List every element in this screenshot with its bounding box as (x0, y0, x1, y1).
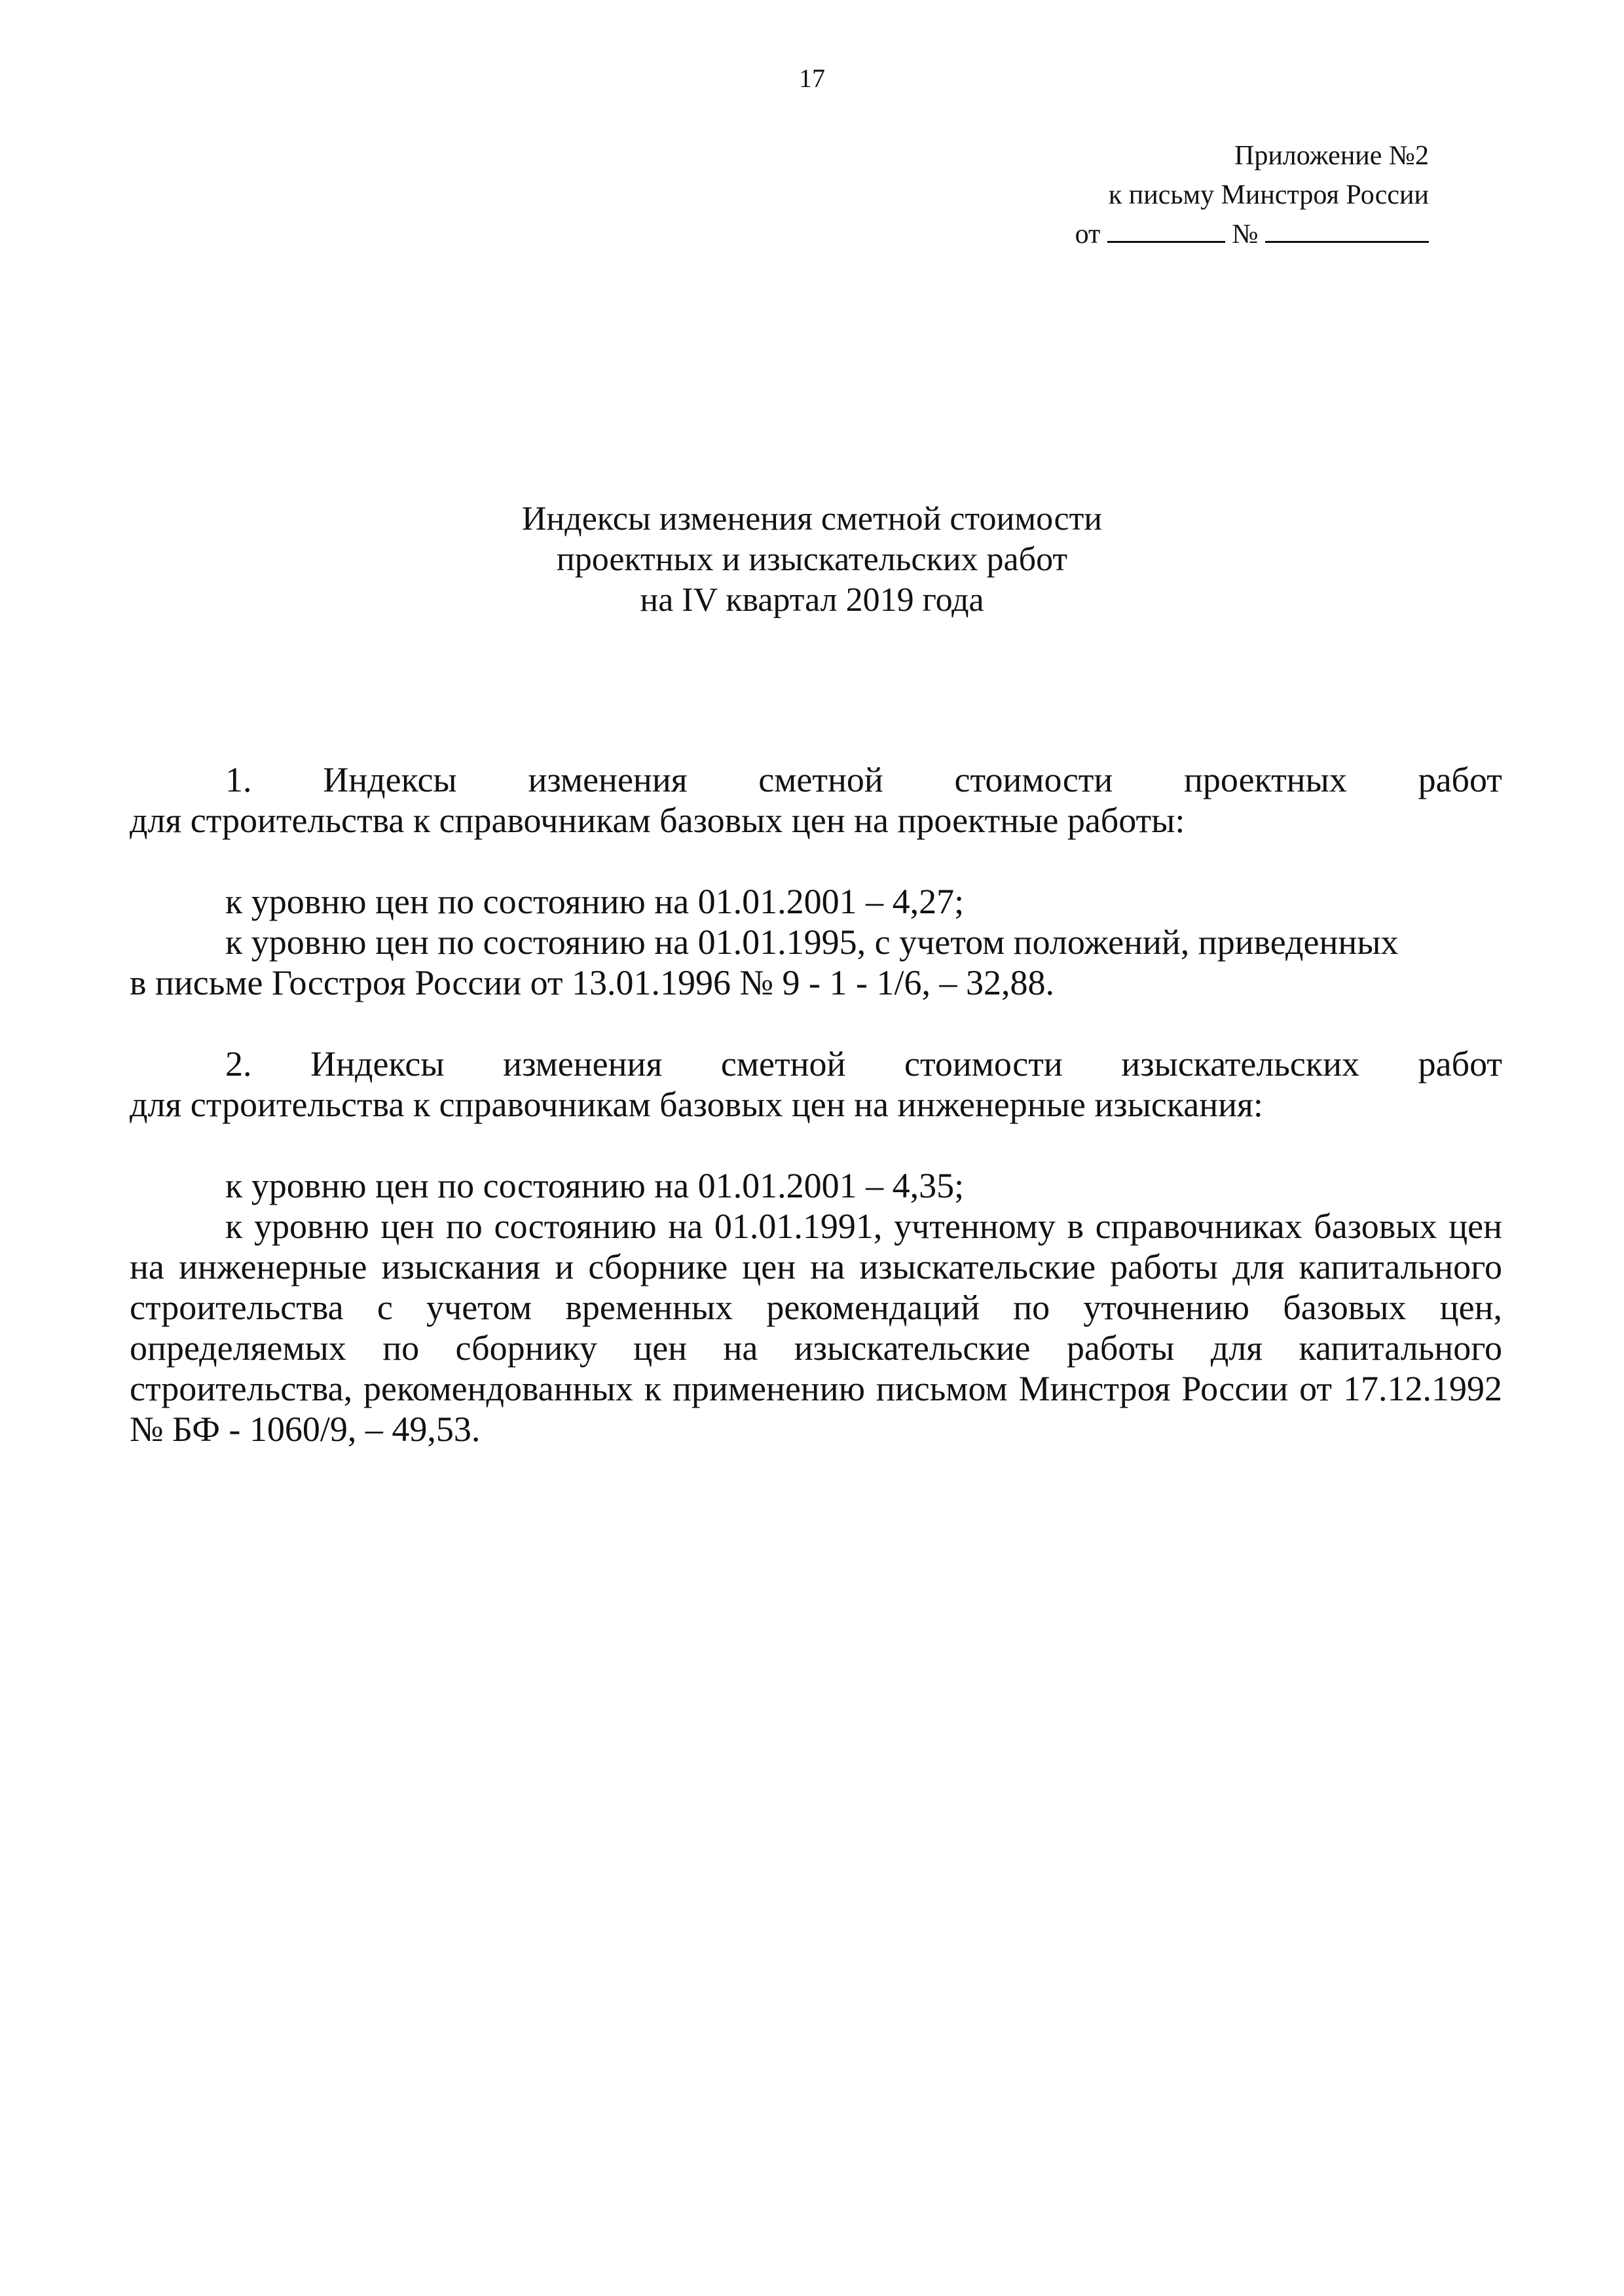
section-2 (130, 1044, 1502, 1449)
document-body (130, 759, 1502, 1449)
annex-title: Приложение №2 (1234, 141, 1429, 171)
annex-block (1075, 136, 1429, 254)
section-2-index-1991: к уровню цен по состоянию на 01.01.1991, учтенному в справочниках базовых цен на инженерные изыскания и сборнике цен на изыскательские работы для капитального строительства с учетом временных рекомендаций по уточнению базовых цен, определяемых по сборнику цен на изыскательские работы для капитального строительства, рекомендованных к применению письмом Минстроя России от 17.12.1992 № БФ - 1060/9, – 49,53. (130, 1207, 1502, 1449)
section-1-word: изменения (528, 760, 688, 799)
section-1-heading-line (130, 759, 1502, 800)
annex-number-blank (1265, 219, 1429, 243)
section-2-word: изменения (503, 1044, 663, 1084)
section-2-index-2001: к уровню цен по состоянию на 01.01.2001 – 4,35; (225, 1166, 965, 1205)
section-1-word: проектных (1184, 760, 1347, 799)
title-line-2: проектных и изыскательских работ (556, 541, 1068, 578)
page-number: 17 (799, 64, 825, 93)
annex-date-number-line (1075, 215, 1429, 254)
section-2-heading-line (130, 1044, 1502, 1084)
annex-letter-ref: к письму Минстроя России (1108, 180, 1429, 210)
section-1-word: сметной (758, 760, 883, 799)
section-1-word: работ (1418, 760, 1502, 799)
annex-date-blank (1107, 219, 1225, 243)
section-1-word: стоимости (954, 760, 1113, 799)
section-1-word: Индексы (323, 760, 457, 799)
section-1-index-1995-line-2: в письме Госстроя России от 13.01.1996 № 9 - 1 - 1/6, – 32,88. (130, 963, 1054, 1002)
section-2-word: работ (1418, 1044, 1502, 1084)
section-1-index-2001: к уровню цен по состоянию на 01.01.2001 – 4,27; (225, 882, 965, 921)
section-1-word: 1. (225, 760, 252, 799)
section-1-index-1995-line-1: к уровню цен по состоянию на 01.01.1995, с учетом положений, приведенных (225, 922, 1399, 962)
section-1-heading-line-2: для строительства к справочникам базовых цен на проектные работы: (130, 801, 1185, 840)
section-2-word: стоимости (904, 1044, 1063, 1084)
annex-from-label: от (1075, 219, 1101, 249)
document-title (0, 499, 1624, 621)
section-1 (130, 759, 1502, 1003)
section-2-heading-line-2: для строительства к справочникам базовых цен на инженерные изыскания: (130, 1085, 1263, 1124)
title-line-3: на IV квартал 2019 года (640, 581, 984, 619)
section-2-word: сметной (720, 1044, 846, 1084)
annex-number-label: № (1232, 219, 1259, 249)
section-2-word: изыскательских (1121, 1044, 1360, 1084)
section-2-word: Индексы (310, 1044, 445, 1084)
section-2-word: 2. (225, 1044, 252, 1084)
title-line-1: Индексы изменения сметной стоимости (521, 500, 1103, 538)
